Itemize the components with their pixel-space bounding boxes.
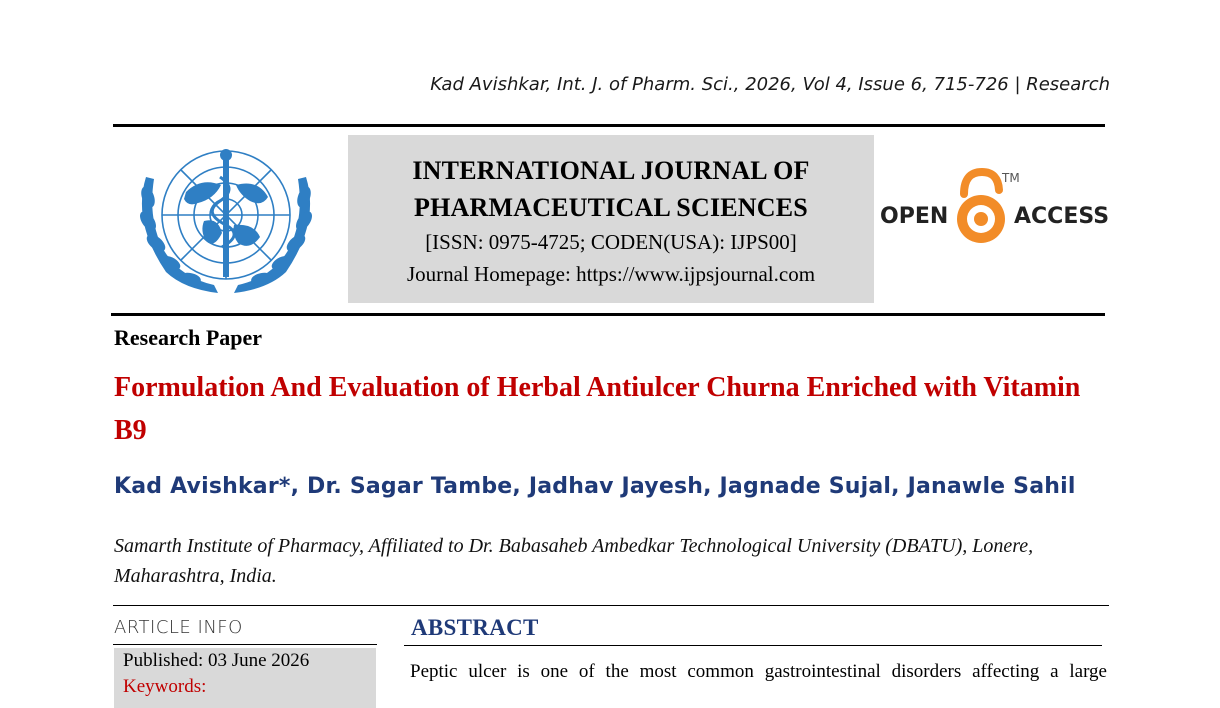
keywords-label: Keywords: bbox=[123, 676, 207, 697]
abstract-heading: ABSTRACT bbox=[411, 615, 539, 640]
article-info-heading: ARTICLE INFO bbox=[114, 617, 243, 638]
journal-homepage[interactable]: Journal Homepage: https://www.ijpsjournal.com bbox=[406, 262, 816, 286]
oa-trademark: TM bbox=[1002, 171, 1020, 185]
author-affiliation: Samarth Institute of Pharmacy, Affiliated to Dr. Babasaheb Ambedkar Technological University (DBATU), Lonere, Maharashtra, India. bbox=[114, 535, 1034, 587]
article-title: Formulation And Evaluation of Herbal Antiulcer Churna Enriched with Vitamin B9 bbox=[114, 372, 1081, 446]
oa-word-open: OPEN bbox=[880, 204, 949, 229]
journal-name-line-1: INTERNATIONAL JOURNAL OF bbox=[412, 156, 810, 185]
journal-name-line-2: PHARMACEUTICAL SCIENCES bbox=[414, 193, 808, 222]
running-citation: Kad Avishkar, Int. J. of Pharm. Sci., 2026, Vol 4, Issue 6, 715-726 | Research bbox=[430, 74, 1110, 95]
header-top-rule bbox=[113, 124, 1105, 127]
article-info-rule bbox=[113, 644, 377, 645]
issn-line: [ISSN: 0975-4725; CODEN(USA): IJPS00] bbox=[425, 230, 797, 254]
header-bottom-rule bbox=[111, 313, 1105, 316]
article-info-box bbox=[114, 648, 376, 708]
un-caduceus-emblem-icon bbox=[126, 137, 326, 305]
abstract-text: Peptic ulcer is one of the most common gastrointestinal disorders affecting a large bbox=[410, 661, 1107, 682]
open-access-logo-icon bbox=[878, 164, 1110, 254]
section-divider bbox=[113, 605, 1109, 606]
paper-type: Research Paper bbox=[114, 325, 263, 350]
oa-word-access: ACCESS bbox=[1014, 204, 1110, 229]
published-date: Published: 03 June 2026 bbox=[123, 650, 310, 671]
journal-header-box bbox=[348, 135, 874, 303]
abstract-rule bbox=[404, 645, 1102, 646]
author-list: Kad Avishkar*, Dr. Sagar Tambe, Jadhav Jayesh, Jagnade Sujal, Janawle Sahil bbox=[114, 474, 1076, 499]
